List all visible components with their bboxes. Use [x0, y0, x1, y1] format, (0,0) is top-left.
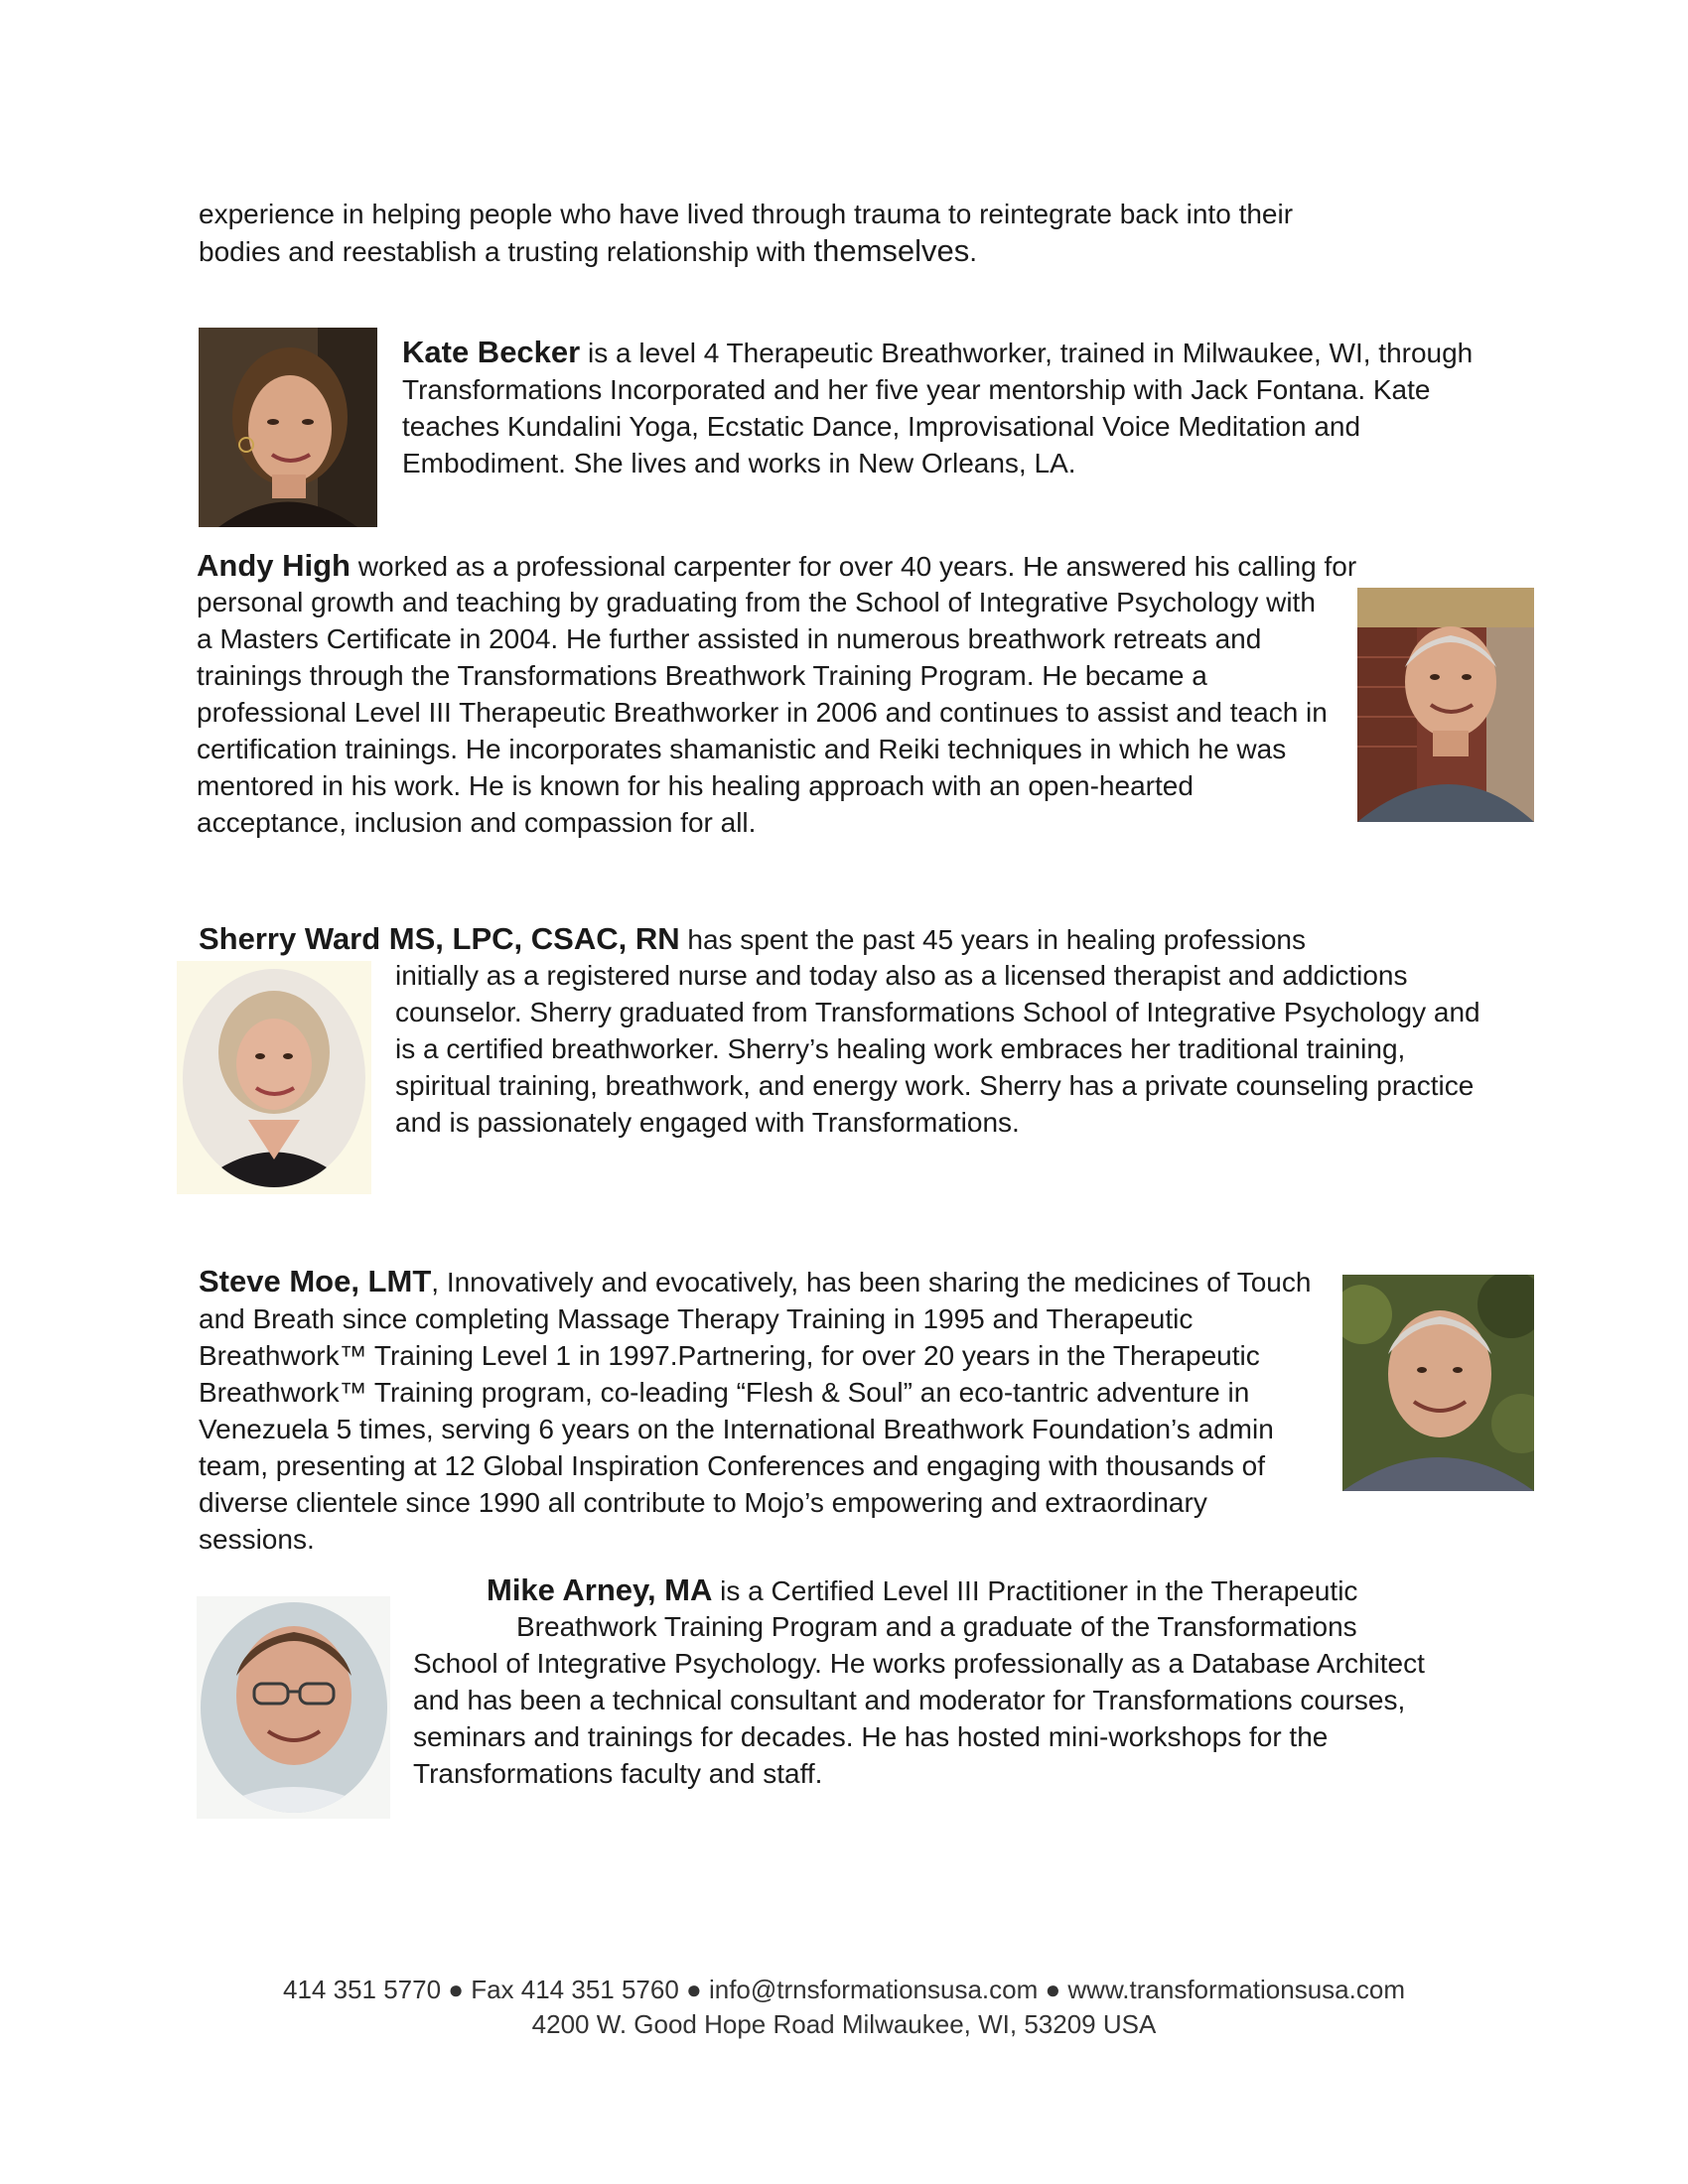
mike-arney-photo: [197, 1596, 390, 1819]
mike-arney-bio-second-line: [516, 1608, 1499, 1645]
mike-arney-bio: [413, 1645, 1456, 1792]
kate-becker-bio: [402, 334, 1475, 481]
kate-becker-name: Kate Becker: [402, 335, 581, 369]
intro-line-1: experience in helping people who have lived through trauma to reintegrate back into their: [199, 199, 1294, 229]
andy-high-text: personal growth and teaching by graduating from the School of Integrative Psychology with a Masters Certificate in 2004. He further assisted in numerous breathwork retreats and trainings through the Transformations Breathwork Training Program. He became a professional Level III Therapeutic Breathworker in 2006 and continues to assist and teach in certification trainings. He incorporates shamanistic and Reiki techniques in which he was mentored in his work. He is known for his healing approach with an open-hearted acceptance, inclusion and compassion for all.: [197, 587, 1328, 838]
andy-high-bio-first-line: [197, 547, 1487, 585]
mike-arney-text: School of Integrative Psychology. He works professionally as a Database Architect and has been a technical consultant and moderator for Transformations courses, seminars and trainings for decades. He has hosted mini-workshops for the Transformations faculty and staff.: [413, 1648, 1425, 1789]
intro-paragraph: [199, 196, 1489, 270]
kate-becker-photo: [199, 328, 377, 527]
sherry-ward-text: initially as a registered nurse and today also as a licensed therapist and addictions counselor. Sherry graduated from Transformations School of Integrative Psychology and is a certified breathworker. Sherry’s healing work embraces her traditional training, spiritual training, breathwork, and energy work. Sherry has a private counseling practice and is passionately engaged with Transformations.: [395, 960, 1480, 1138]
mike-arney-second-line: Breathwork Training Program and a graduate of the Transformations: [516, 1611, 1357, 1642]
intro-line-2-big: themselves: [813, 233, 970, 268]
steve-moe-name: Steve Moe, LMT: [199, 1264, 432, 1298]
kate-becker-text: is a level 4 Therapeutic Breathworker, trained in Milwaukee, WI, through Transformations Incorporated and her five year mentorship with Jack Fontana. Kate teaches Kundalini Yoga, Ecstatic Dance, Improvisational Voice Meditation and Embodiment. She lives and works in New Orleans, LA.: [402, 338, 1474, 478]
mike-arney-bio-first-line: [487, 1571, 1499, 1609]
andy-high-bio: [197, 584, 1329, 841]
steve-moe-photo: [1342, 1275, 1534, 1491]
sherry-ward-first-line: has spent the past 45 years in healing professions: [679, 924, 1306, 955]
footer-contact-line: 414 351 5770 ● Fax 414 351 5760 ● info@trnsformationsusa.com ● www.transformationsusa.com: [283, 1975, 1405, 2004]
sherry-ward-bio: [395, 957, 1492, 1141]
sherry-ward-bio-first-line: [199, 920, 1489, 958]
steve-moe-text: , Innovatively and evocatively, has been sharing the medicines of Touch and Breath since completing Massage Therapy Training in 1995 and Therapeutic Breathwork™ Training Level 1 in 1997.Partnering, for over 20 years in the Therapeutic Breathwork™ Training program, co-leading “Flesh & Soul” an eco-tantric adventure in Venezuela 5 times, serving 6 years on the International Breathwork Foundation’s admin team, presenting at 12 Global Inspiration Conferences and engaging with thousands of diverse clientele since 1990 all contribute to Mojo’s empowering and extraordinary sessions.: [199, 1267, 1312, 1555]
andy-high-first-line: worked as a professional carpenter for over 40 years. He answered his calling for: [351, 551, 1357, 582]
intro-line-2-start: bodies and reestablish a trusting relationship with: [199, 236, 814, 267]
sherry-ward-name: Sherry Ward MS, LPC, CSAC, RN: [199, 921, 680, 956]
footer-address-line: 4200 W. Good Hope Road Milwaukee, WI, 53209 USA: [531, 2009, 1157, 2039]
sherry-ward-photo: [177, 961, 371, 1194]
andy-high-photo: [1357, 588, 1534, 822]
andy-high-name: Andy High: [197, 548, 351, 583]
intro-line-2-end: .: [969, 236, 978, 267]
mike-arney-name: Mike Arney, MA: [487, 1572, 713, 1607]
steve-moe-bio: [199, 1263, 1331, 1558]
mike-arney-first-line: is a Certified Level III Practitioner in the Therapeutic: [712, 1575, 1358, 1606]
